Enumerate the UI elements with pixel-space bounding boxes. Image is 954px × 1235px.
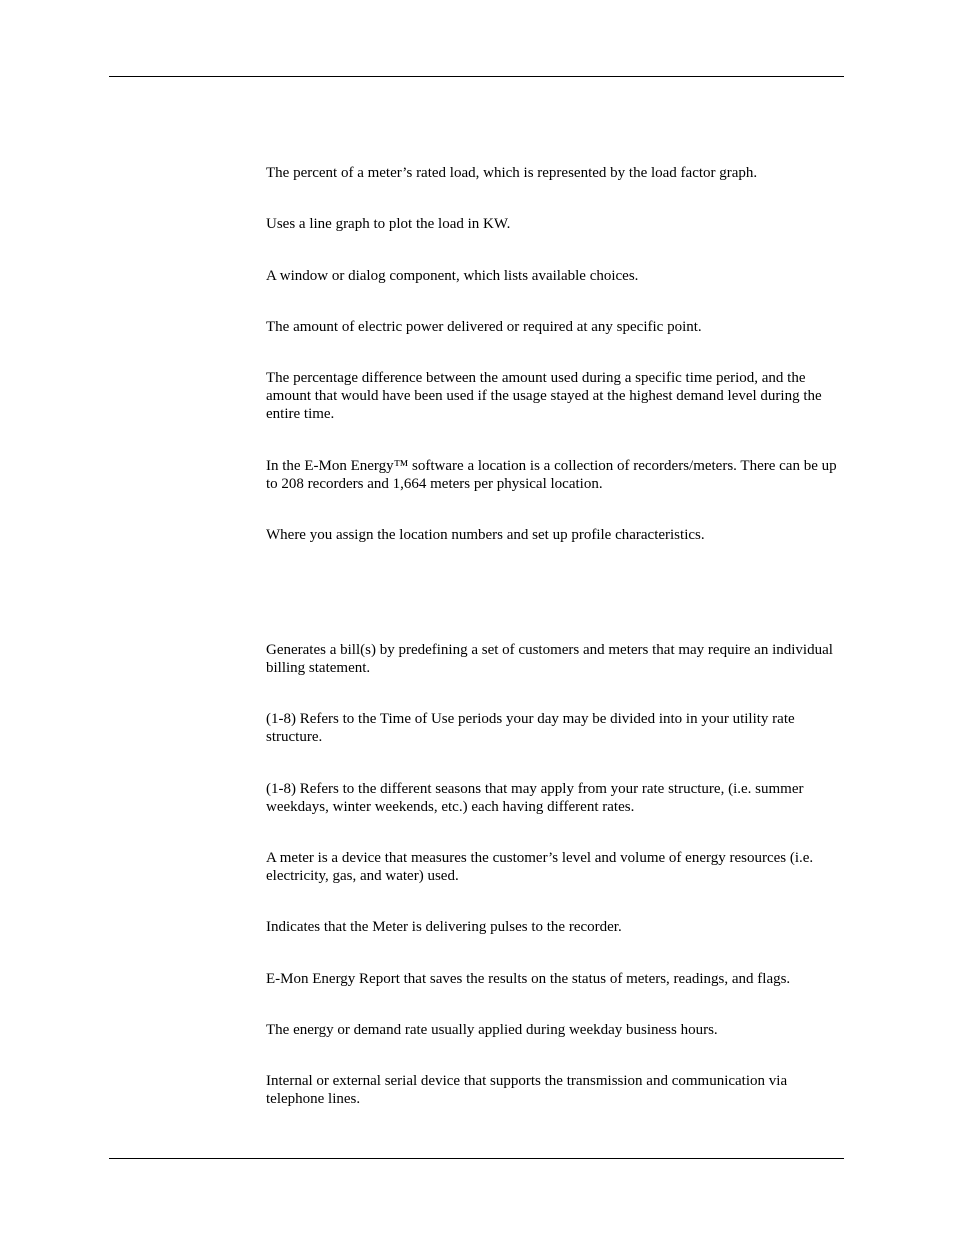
glossary-definition-meter: A meter is a device that measures the customer’s level and volume of energy resources (i.e. electricity, gas, and water) used. (266, 850, 814, 884)
glossary-definition-load: The amount of electric power delivered or required at any specific point. (266, 319, 702, 335)
header-rule (109, 76, 844, 77)
glossary-definition-rate-seasons: (1-8) Refers to the different seasons that may apply from your rate structure, (i.e. summer weekdays, winter weekends, etc.) each having different rates. (266, 781, 804, 815)
glossary-definition-on-peak: The energy or demand rate usually applied during weekday business hours. (266, 1022, 718, 1038)
glossary-definition-meter-pulsing: Indicates that the Meter is delivering pulses to the recorder. (266, 919, 622, 935)
glossary-definition-load-graph: Uses a line graph to plot the load in KW. (266, 216, 511, 232)
footer-rule (109, 1158, 844, 1159)
glossary-definition-master-billing: Generates a bill(s) by predefining a set of customers and meters that may require an individual billing statement. (266, 642, 833, 676)
glossary-definition-load-factor: The percentage difference between the amount used during a specific time period, and the amount that would have been used if the usage stayed at the highest demand level during the entire time. (266, 370, 822, 422)
glossary-definition-location-setup: Where you assign the location numbers and set up profile characteristics. (266, 527, 705, 543)
glossary-definition-rate-periods: (1-8) Refers to the Time of Use periods your day may be divided into in your utility rate structure. (266, 711, 795, 745)
glossary-definition-load-factor-percent: The percent of a meter’s rated load, which is represented by the load factor graph. (266, 165, 758, 181)
glossary-definition-meter-status-report: E-Mon Energy Report that saves the results on the status of meters, readings, and flags. (266, 971, 791, 987)
glossary-definition-list-box: A window or dialog component, which lists available choices. (266, 268, 639, 284)
glossary-definition-modem: Internal or external serial device that supports the transmission and communication via telephone lines. (266, 1073, 788, 1107)
glossary-definition-location: In the E-Mon Energy™ software a location is a collection of recorders/meters. There can be up to 208 recorders and 1,664 meters per physical location. (266, 458, 837, 492)
